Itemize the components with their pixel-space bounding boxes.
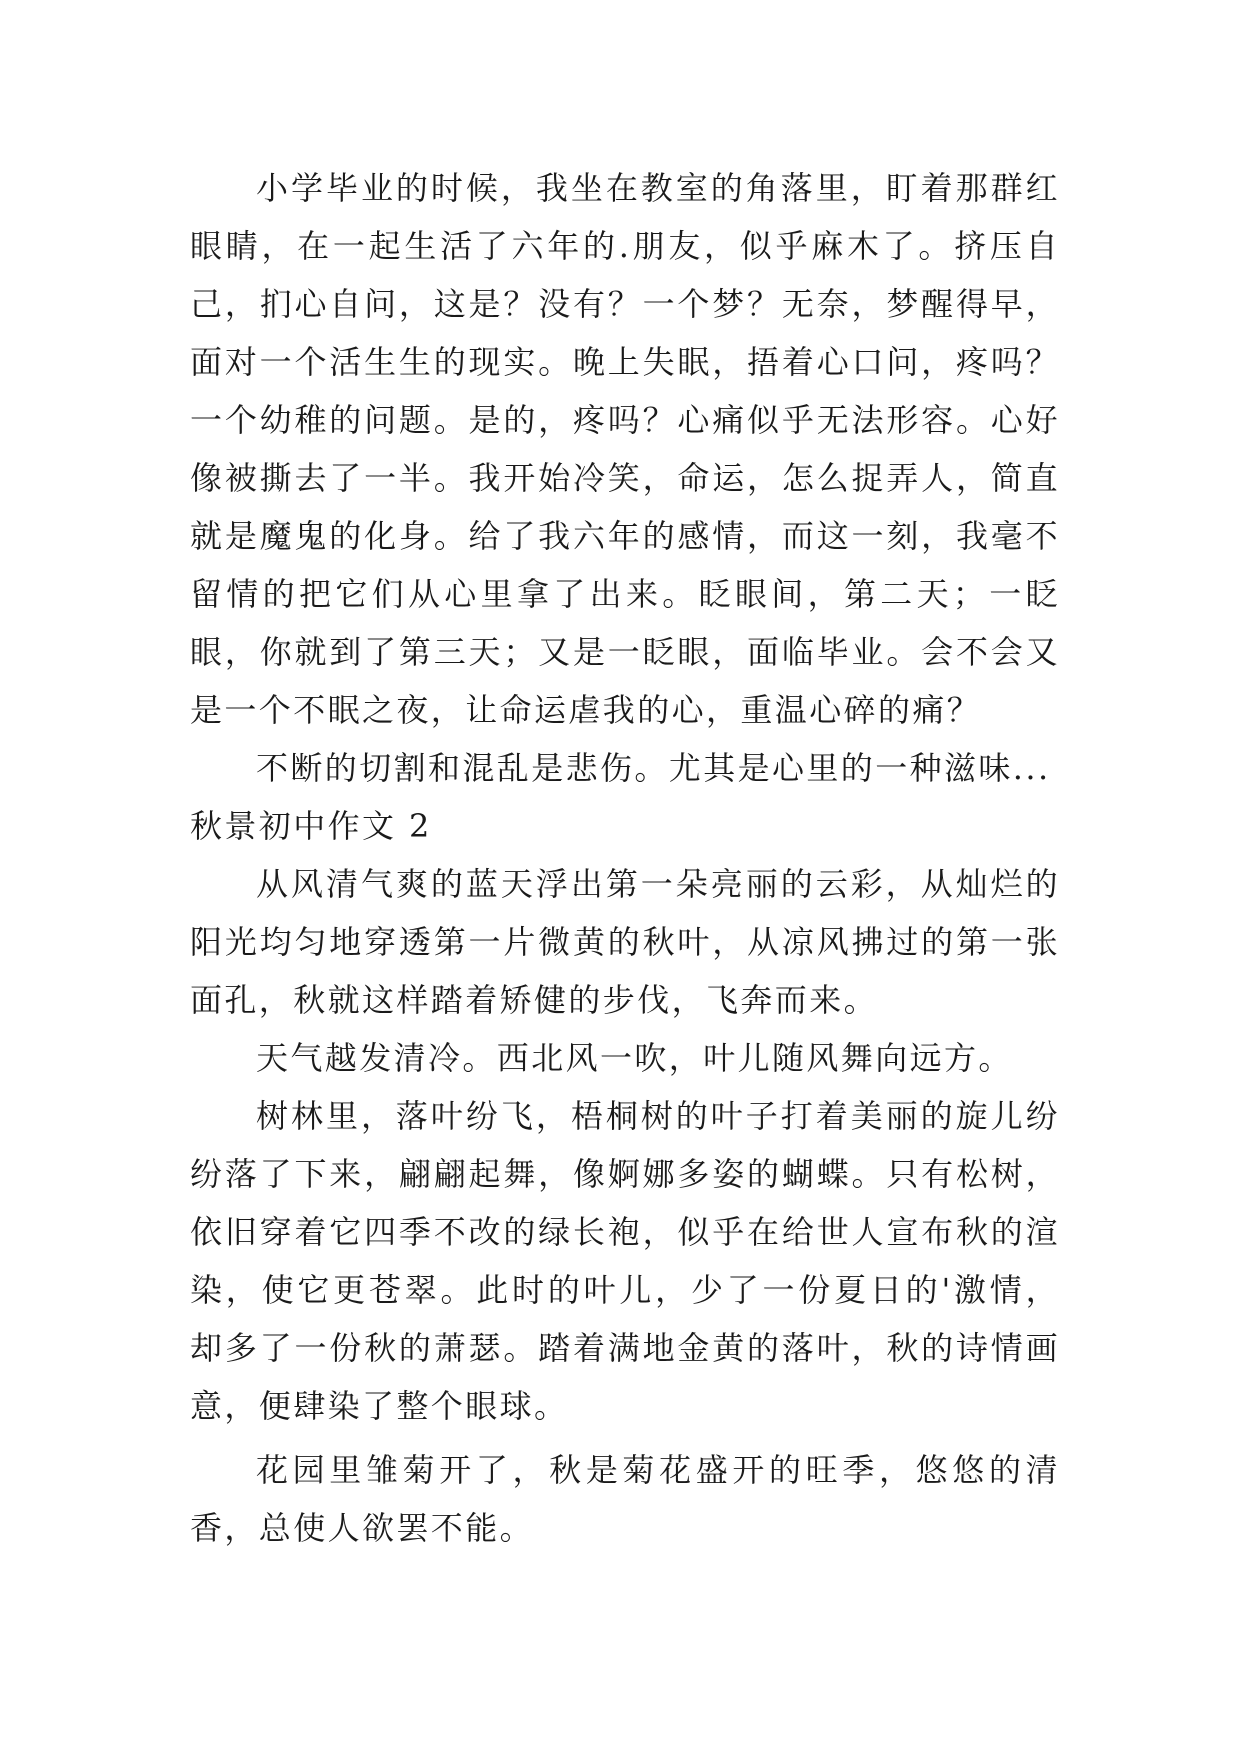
- paragraph-sadness: 不断的切割和混乱是悲伤。尤其是心里的一种滋味...: [256, 749, 1051, 787]
- document-body: [190, 159, 1060, 1557]
- paragraph-forest: 树林里，落叶纷飞，梧桐树的叶子打着美丽的旋儿纷纷落了下来，翩翩起舞，像婀娜多姿的蝴蝶。只有松树，依旧穿着它四季不改的绿长袍，似乎在给世人宣布秋的渲染，使它更苍翠。此时的叶儿，少了一份夏日的'激情，却多了一份秋的萧瑟。踏着满地金黄的落叶，秋的诗情画意，便肆染了整个眼球。: [190, 1097, 1060, 1425]
- paragraph-garden: 花园里雏菊开了，秋是菊花盛开的旺季，悠悠的清香，总使人欲罢不能。: [190, 1451, 1060, 1547]
- section-title: 秋景初中作文 2: [190, 807, 432, 845]
- paragraph-graduation: 小学毕业的时候，我坐在教室的角落里，盯着那群红眼睛，在一起生活了六年的.朋友，似乎麻木了。挤压自己，扪心自问，这是？没有？一个梦？无奈，梦醒得早，面对一个活生生的现实。晚上失眠，捂着心口问，疼吗？一个幼稚的问题。是的，疼吗？心痛似乎无法形容。心好像被撕去了一半。我开始冷笑，命运，怎么捉弄人，简直就是魔鬼的化身。给了我六年的感情，而这一刻，我毫不留情的把它们从心里拿了出来。眨眼间，第二天；一眨眼，你就到了第三天；又是一眨眼，面临毕业。会不会又是一个不眠之夜，让命运虐我的心，重温心碎的痛？: [190, 169, 1060, 729]
- paragraph-weather: 天气越发清冷。西北风一吹，叶儿随风舞向远方。: [256, 1039, 1013, 1077]
- paragraph-autumn-arrival: 从风清气爽的蓝天浮出第一朵亮丽的云彩，从灿烂的阳光均匀地穿透第一片微黄的秋叶，从凉风拂过的第一张面孔，秋就这样踏着矫健的步伐，飞奔而来。: [190, 865, 1060, 1019]
